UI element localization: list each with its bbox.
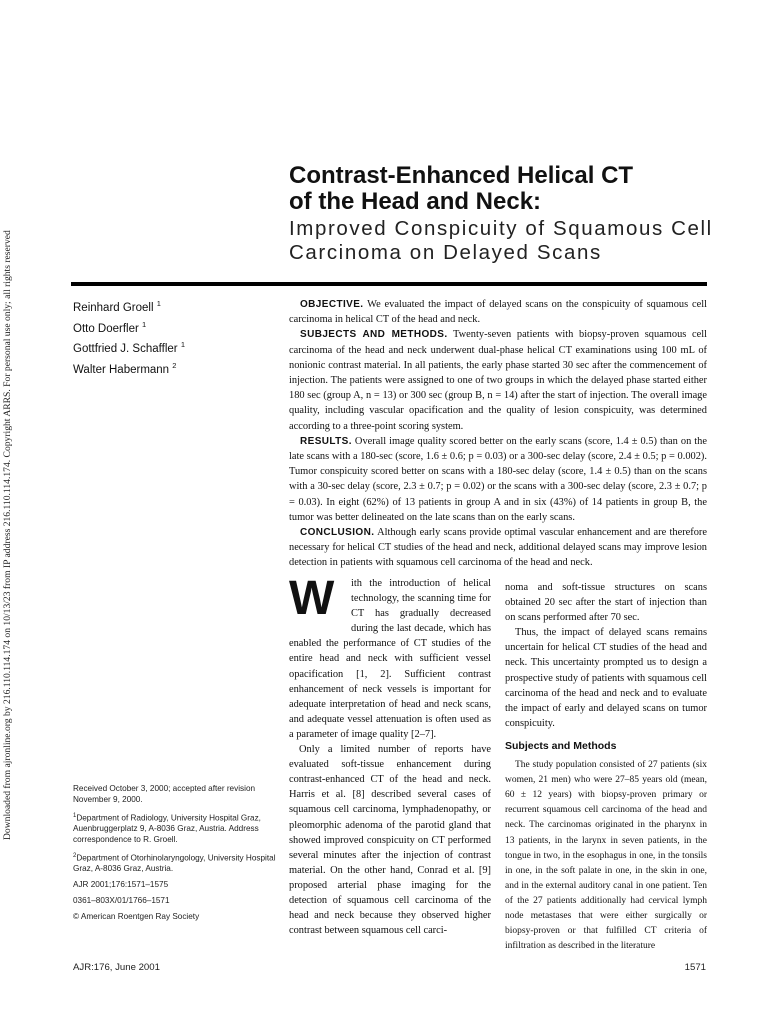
conclusion-text: Although early scans provide optimal vascular enhancement and are therefore necessary for helical CT studies of the head and neck, additional delayed scans may improve lesion detection in patients with squamous cell carcinoma of the head and neck. bbox=[289, 527, 707, 569]
abstract bbox=[289, 297, 707, 571]
author-name: Reinhard Groell bbox=[73, 301, 154, 314]
methods-label: SUBJECTS AND METHODS. bbox=[300, 329, 448, 341]
author-affiliation-mark: 1 bbox=[142, 319, 147, 329]
abstract-conclusion bbox=[289, 525, 707, 571]
download-notice: Downloaded from ajronline.org by 216.110.114.174 on 10/13/23 from IP address 216.110.114.174. Copyright ARRS. For personal use only; all rights reserved bbox=[2, 230, 13, 840]
abstract-methods bbox=[289, 327, 707, 433]
objective-label: OBJECTIVE. bbox=[300, 299, 364, 310]
title-line-2: of the Head and Neck: bbox=[289, 188, 542, 215]
title-line-1: Contrast-Enhanced Helical CT bbox=[289, 162, 634, 189]
author-affiliation-mark: 2 bbox=[172, 360, 177, 370]
body-paragraph: The study population consisted of 27 patients (six women, 21 men) who were 27–85 years old (mean, 60 ± 12 years) with biopsy-proven primary or recurrent squamous cell carcinoma of the head and neck. The carcinomas originated in the pharynx in 13 patients, in the larynx in seven patients, in the tongue in two, in the esophagus in one, in the tonsils in one, in the soft palate in one, in the skin in one, and in the external auditory canal in one patient. Ten of the 27 patients additionally had cervical lymph node metastases that were either surgically or biopsy-proven or that fulfilled CT criteria of infiltration as described in the literature bbox=[505, 760, 707, 952]
results-label: RESULTS. bbox=[300, 435, 352, 447]
body-column-2 bbox=[505, 580, 707, 954]
paragraph-text: ith the introduction of helical technology, the scanning time for CT has gradually decreased during the last decade, which has enabled the performance of CT studies of the entire head and neck with sufficient vessel opacification [1, 2]. Sufficient contrast enhancement of neck vessels is important for adequate interpretation of head and neck scans, and adequate vessel attenuation is often used as a parameter of image quality [2–7]. bbox=[289, 578, 491, 740]
author-list bbox=[73, 296, 278, 379]
section-heading: Subjects and Methods bbox=[505, 739, 617, 752]
journal-footer: AJR:176, June 2001 bbox=[73, 962, 160, 973]
affiliation-text: Department of Radiology, University Hospital Graz, Auenbruggerplatz 9, A-8036 Graz, Austria. Address correspondence to R. Groell. bbox=[73, 813, 261, 844]
author bbox=[73, 358, 278, 379]
article-title bbox=[289, 163, 729, 265]
conclusion-label: CONCLUSION. bbox=[300, 527, 375, 539]
received-date: Received October 3, 2000; accepted after revision November 9, 2000. bbox=[73, 784, 256, 804]
subtitle-line-1: Improved Conspicuity of Squamous Cell bbox=[289, 217, 713, 240]
title-rule bbox=[71, 282, 707, 286]
page-number: 1571 bbox=[684, 962, 706, 973]
affiliation-1 bbox=[73, 811, 278, 846]
affiliation-mark: 2 bbox=[73, 852, 77, 859]
author bbox=[73, 317, 278, 338]
article-metadata bbox=[73, 784, 278, 927]
body-paragraph: noma and soft-tissue structures on scans obtained 20 sec after the start of injection than on scans performed after 70 sec. bbox=[505, 582, 707, 624]
issn: 0361–803X/01/1766–1571 bbox=[73, 895, 170, 905]
objective-text: We evaluated the impact of delayed scans on the conspicuity of squamous cell carcinoma in helical CT of the head and neck. bbox=[289, 299, 707, 326]
citation: AJR 2001;176:1571–1575 bbox=[73, 880, 169, 890]
methods-text: Twenty-seven patients with biopsy-proven squamous cell carcinoma of the head and neck underwent dual-phase helical CT examinations using 100 mL of nonionic contrast material. In all patients, the early phase started 30 sec after the commencement of injection. The patients were assigned to one of two groups in which the delayed phase started either 180 sec (group A, n = 13) or 300 sec (group B, n = 14) after the start of injection. The overall image quality, including vascular opacification and the quality of lesion conspicuity, was determined according to a three-point scoring system. bbox=[289, 329, 707, 432]
results-text: Overall image quality scored better on the early scans (score, 1.4 ± 0.5) than on the late scans with a 180-sec (score, 1.6 ± 0.6; p = 0.03) or a 300-sec delay (score, 2.4 ± 0.5; p = 0.002). Tumor conspicuity scored better on scans with a 180-sec delay (score, 1.4 ± 0.5) than on the scans with a 30-sec delay (score, 2.3 ± 0.7; p = 0.02) or the scans with a 300-sec delay (score, 2.3 ± 0.7; p = 0.03). In eight (62%) of 13 patients in group A and in six (43%) of 14 patients in group B, the tumor was better delineated on the late scans than on the early scans. bbox=[289, 435, 707, 523]
affiliation-text: Department of Otorhinolaryngology, University Hospital Graz, A-8036 Graz, Austria. bbox=[73, 853, 276, 874]
body-column-1 bbox=[289, 572, 491, 938]
affiliation-2 bbox=[73, 851, 278, 875]
abstract-results bbox=[289, 434, 707, 525]
author-affiliation-mark: 1 bbox=[156, 299, 161, 308]
author-name: Gottfried J. Schaffler bbox=[73, 343, 178, 356]
subtitle-line-2: Carcinoma on Delayed Scans bbox=[289, 241, 602, 264]
copyright: © American Roentgen Ray Society bbox=[73, 911, 200, 921]
affiliation-mark: 1 bbox=[73, 812, 77, 819]
body-paragraph bbox=[289, 572, 491, 742]
body-paragraph: Thus, the impact of delayed scans remains uncertain for helical CT studies of the head and neck. This uncertainty prompted us to design a prospective study of patients with squamous cell carcinoma of the head and neck and to evaluate the impact of early and delayed scans on tumor conspicuity. bbox=[505, 627, 708, 729]
author-name: Walter Habermann bbox=[73, 363, 170, 376]
author-affiliation-mark: 1 bbox=[180, 340, 185, 350]
author bbox=[73, 296, 278, 317]
body-paragraph: Only a limited number of reports have evaluated soft-tissue enhancement during contrast-enhanced CT of the head and neck. Harris et al. [8] described several cases of squamous cell carcinoma, lymphadenopathy, or pleomorphic adenoma of the parotid gland that showed improved conspicuity on CT performed several minutes after the injection of contrast material. On the other hand, Conrad et al. [9] proposed arterial phase imaging for the detection of squamous cell carcinoma of the head and neck because they observed higher contrast between squamous cell carci- bbox=[289, 744, 491, 937]
author bbox=[73, 337, 278, 358]
drop-cap: W bbox=[289, 572, 335, 625]
author-name: Otto Doerfler bbox=[73, 322, 139, 335]
abstract-objective bbox=[289, 297, 707, 327]
